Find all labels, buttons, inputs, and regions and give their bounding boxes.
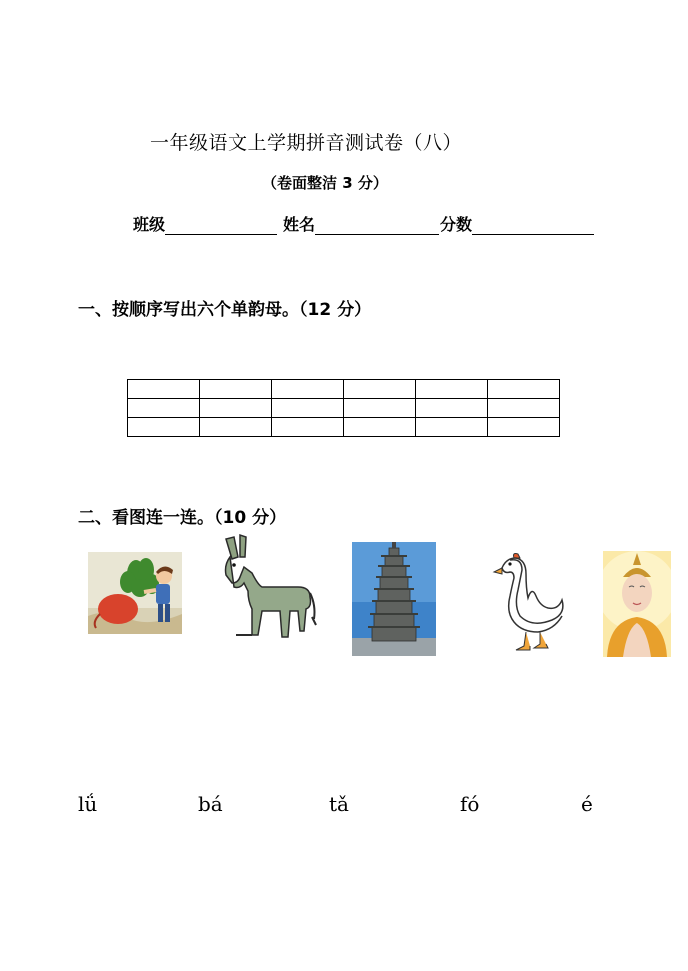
buddha-picture[interactable] (603, 551, 671, 657)
donkey-picture[interactable] (218, 531, 318, 646)
pinyin-ba[interactable]: bá (198, 792, 223, 816)
grid-cell[interactable] (344, 418, 416, 437)
name-input-line[interactable] (315, 216, 439, 235)
class-label: 班级 (133, 215, 166, 234)
page-title: 一年级语文上学期拼音测试卷（八） (150, 132, 463, 154)
section2-heading: 二、看图连一连。（10 分） (78, 508, 287, 528)
section1-heading: 一、按顺序写出六个单韵母。（12 分） (78, 300, 372, 320)
grid-cell[interactable] (200, 380, 272, 399)
page-subtitle: （卷面整洁 3 分） (262, 174, 388, 192)
grid-cell[interactable] (200, 399, 272, 418)
vowel-writing-grid (127, 379, 560, 437)
radish-picture[interactable] (88, 552, 182, 634)
score-field (440, 212, 594, 235)
name-field (283, 212, 439, 235)
grid-cell[interactable] (416, 399, 488, 418)
grid-cell[interactable] (344, 380, 416, 399)
grid-cell[interactable] (128, 418, 200, 437)
grid-row (128, 380, 560, 399)
score-label: 分数 (440, 215, 473, 234)
grid-cell[interactable] (128, 399, 200, 418)
pinyin-ta[interactable]: tǎ (329, 792, 349, 816)
grid-cell[interactable] (128, 380, 200, 399)
grid-cell[interactable] (416, 418, 488, 437)
score-input-line[interactable] (472, 216, 594, 235)
pinyin-fo[interactable]: fó (460, 792, 480, 816)
grid-cell[interactable] (416, 380, 488, 399)
goose-picture[interactable] (492, 550, 568, 656)
grid-cell[interactable] (272, 380, 344, 399)
class-input-line[interactable] (165, 216, 277, 235)
grid-row (128, 399, 560, 418)
grid-cell[interactable] (488, 418, 560, 437)
grid-cell[interactable] (200, 418, 272, 437)
grid-cell[interactable] (272, 399, 344, 418)
grid-row (128, 418, 560, 437)
grid-cell[interactable] (488, 399, 560, 418)
grid-cell[interactable] (344, 399, 416, 418)
grid-cell[interactable] (272, 418, 344, 437)
class-field (133, 212, 277, 235)
name-label: 姓名 (283, 215, 316, 234)
pagoda-picture[interactable] (352, 542, 436, 656)
grid-cell[interactable] (488, 380, 560, 399)
pinyin-e[interactable]: é (581, 792, 593, 816)
pinyin-lv[interactable]: lǘ (78, 792, 98, 816)
